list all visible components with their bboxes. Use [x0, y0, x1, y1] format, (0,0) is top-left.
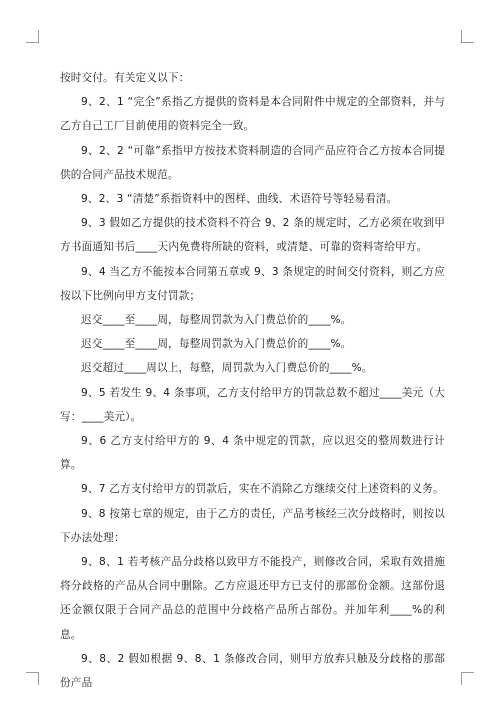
document-body	[60, 66, 445, 695]
crop-mark-bottom-left	[26, 672, 39, 685]
paragraph: 9、6 乙方支付给甲方的 9、4 条中规定的罚款，应以迟交的整周数进行计算。	[60, 435, 445, 472]
paragraph: 9、2、2 “可靠”系指甲方按技术资料制造的合同产品应符合乙方按本合同提供的合同产品技术规范。	[60, 144, 445, 181]
paragraph: 9、3 假如乙方提供的技术资料不符合 9、2 条的规定时，乙方必须在收到甲方书面通知书后____天内免费将所缺的资料，或清楚、可靠的资料寄给甲方。	[60, 217, 445, 254]
paragraph: 9、8、1 若考核产品分歧格以致甲方不能投产，则修改合同，采取有效措施将分歧格的产品从合同中删除。乙方应退还甲方已支付的那部份金额。这部份退还金额仅限于合同产品总的范围中分歧格产品所占部份。并加年利____%的利息。	[60, 556, 445, 641]
paragraph: 9、7 乙方支付给甲方的罚款后，实在不消除乙方继续交付上述资料的义务。	[81, 483, 444, 496]
paragraph: 9、5 若发生 9、4 条事项，乙方支付给甲方的罚款总数不超过____美元（大写：____美元）。	[60, 386, 445, 423]
paragraph: 9、2、3 “清楚”系指资料中的图样、曲线、术语符号等轻易看清。	[81, 193, 398, 206]
paragraph: 迟交____至____周，每整周罚款为入门费总价的____%。	[81, 314, 352, 327]
paragraph: 迟交超过____周以上，每整，周罚款为入门费总价的____%。	[81, 362, 373, 375]
paragraph: 9、8、2 假如根据 9、8、1 条修改合同，则甲方放弃只触及分歧格的那部份产品	[60, 652, 445, 690]
crop-mark-top-left	[26, 30, 39, 43]
paragraph: 9、2、1 “完全”系指乙方提供的资料是本合同附件中规定的全部资料，并与乙方自己工厂目前使用的资料完全一致。	[60, 96, 445, 133]
crop-mark-top-right	[461, 30, 474, 43]
paragraph: 9、8 按第七章的规定，由于乙方的责任，产品考核经三次分歧格时，则按以下办法处理：	[60, 507, 445, 544]
paragraph: 迟交____至____周，每整周罚款为入门费总价的____%。	[81, 338, 352, 351]
paragraph: 按时交付。有关定义以下：	[60, 72, 190, 84]
crop-mark-bottom-right	[461, 672, 474, 685]
paragraph: 9、4 当乙方不能按本合同第五章或 9、3 条规定的时间交付资料，则乙方应按以下比例向甲方支付罚款；	[60, 265, 445, 302]
